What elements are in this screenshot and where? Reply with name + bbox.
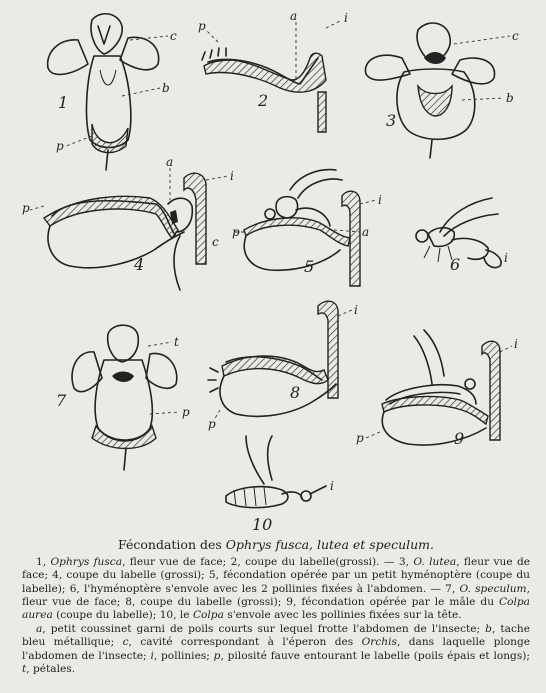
label-c: c <box>212 235 219 249</box>
figure-9 <box>366 330 512 445</box>
caption-segment: t <box>22 662 27 675</box>
label-t: t <box>174 335 179 349</box>
caption-segment: , fleur vue de face; 4, coupe du labelle (grossi); 5, fécondation opérée par un petit hyménoptère (coupe du labelle); 6, l'hyménoptère s'envole avec les 2 pollinies fixées à l'abdomen. — 7, <box>22 556 530 595</box>
caption-segment: (coupe du labelle); 10, le <box>52 609 193 622</box>
caption-segment: , pétales. <box>26 662 76 675</box>
figure-number: 10 <box>252 515 273 534</box>
caption-segment: , fleur vue de face; 8, coupe du labelle (grossi); 9, fécondation opérée par le mâle du <box>22 582 530 608</box>
figure-2 <box>202 20 342 132</box>
label-p: p <box>232 225 240 239</box>
label-i: i <box>378 193 382 207</box>
label-p: p <box>208 417 216 431</box>
caption-segment: p <box>213 649 221 662</box>
caption-paragraph-figures <box>22 556 530 622</box>
caption-segment: , pilosité fauve entourant le labelle (poils épais et longs); <box>220 649 530 662</box>
caption-segment: c <box>122 636 129 649</box>
figure-4 <box>30 168 228 290</box>
figure-number: 9 <box>454 429 465 448</box>
figure-number: 1 <box>58 93 69 112</box>
caption-title <box>22 538 530 551</box>
label-i: i <box>230 169 234 183</box>
label-p: p <box>356 431 364 445</box>
caption-segment: Orchis <box>361 636 397 649</box>
label-a: a <box>290 9 298 23</box>
caption-title-species: Ophrys fusca, lutea et speculum. <box>225 537 435 552</box>
label-i: i <box>514 337 518 351</box>
label-i: i <box>330 479 334 493</box>
label-p: p <box>56 139 64 153</box>
caption-segment: , dans laquelle plonge l'abdomen de l'insecte; <box>22 636 530 662</box>
figure-8 <box>208 301 352 420</box>
label-p: p <box>22 201 30 215</box>
caption-segment: , petit coussinet garni de poils courts sur lequel frotte l'abdomen de l'insecte; <box>42 623 486 636</box>
caption-segment: , pollinies; <box>153 649 214 662</box>
label-b: b <box>162 81 170 95</box>
caption-segment: O. speculum <box>459 582 527 595</box>
label-c: c <box>512 29 519 43</box>
caption-segment: , cavité correspondant à l'éperon des <box>128 636 362 649</box>
caption-segment: O. lutea <box>413 556 457 569</box>
label-c: c <box>170 29 177 43</box>
label-i: i <box>504 251 508 265</box>
caption-segment: i <box>150 649 154 662</box>
figure-3 <box>365 23 510 158</box>
label-p: p <box>182 405 190 419</box>
caption-segment: b <box>485 623 492 636</box>
figure-number: 8 <box>290 383 301 402</box>
label-i: i <box>344 11 348 25</box>
label-b: b <box>506 91 514 105</box>
caption-title-prefix: Fécondation des <box>117 537 226 552</box>
caption-segment: Ophrys fusca <box>50 556 123 569</box>
figure-10 <box>226 436 326 508</box>
figure-number: 3 <box>386 111 397 130</box>
caption-segment: Colpa aurea <box>22 595 530 622</box>
caption-paragraph-legend <box>22 623 530 676</box>
caption-segment: a <box>36 623 43 636</box>
label-i: i <box>354 303 358 317</box>
label-a: a <box>362 225 370 239</box>
figure-7 <box>72 325 180 470</box>
label-a: a <box>166 155 174 169</box>
figure-number: 4 <box>134 255 145 274</box>
caption-segment: Colpa <box>192 609 224 622</box>
label-p: p <box>198 19 206 33</box>
caption-segment: s'envole avec les pollinies fixées sur la tête. <box>223 609 462 622</box>
figure-caption <box>22 538 530 677</box>
figure-1 <box>48 14 168 170</box>
figure-number: 2 <box>258 91 269 110</box>
caption-segment: , fleur vue de face; 2, coupe du labelle(grossi). — 3, <box>122 556 414 569</box>
figure-number: 6 <box>450 255 461 274</box>
caption-segment: , tache bleu métallique; <box>22 623 530 649</box>
caption-segment: 1, <box>36 556 51 569</box>
figure-number: 5 <box>304 257 315 276</box>
figure-number: 7 <box>56 391 67 410</box>
